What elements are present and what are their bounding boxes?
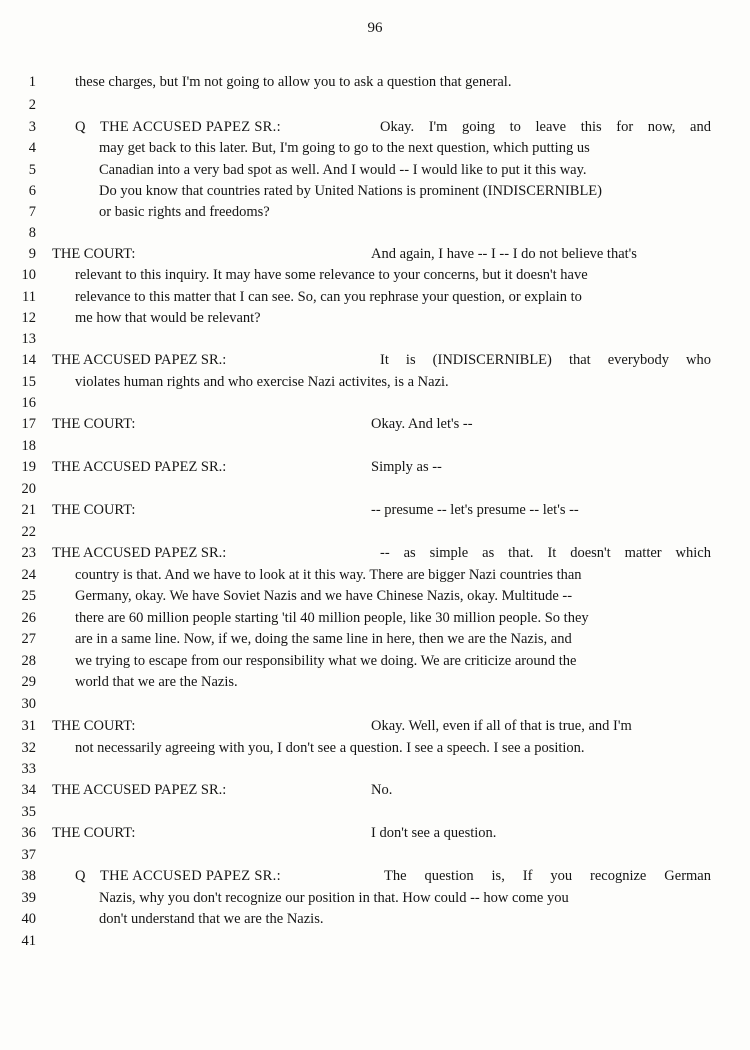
line-number: 3 xyxy=(28,119,36,135)
transcript-line: Germany, okay. We have Soviet Nazis and we have Chinese Nazis, okay. Multitude -- xyxy=(75,588,573,604)
line-number: 41 xyxy=(21,933,36,949)
word: who xyxy=(686,352,711,368)
line-number: 10 xyxy=(21,267,36,283)
line-number: 37 xyxy=(21,847,36,863)
word: -- xyxy=(380,545,390,561)
line-number: 18 xyxy=(21,438,36,454)
transcript-line xyxy=(384,866,711,887)
word: you xyxy=(550,868,573,884)
word: for xyxy=(616,119,634,135)
line-number: 14 xyxy=(21,352,36,368)
word: as xyxy=(482,545,495,561)
transcript-line: No. xyxy=(371,782,393,798)
speaker-label: THE ACCUSED PAPEZ SR.: xyxy=(100,119,281,135)
line-number: 34 xyxy=(21,782,36,798)
transcript-line: we trying to escape from our responsibility what we doing. We are criticize around the xyxy=(75,653,577,669)
transcript-line: I don't see a question. xyxy=(371,825,497,841)
line-number: 32 xyxy=(21,740,36,756)
line-number: 17 xyxy=(21,416,36,432)
word: and xyxy=(690,119,711,135)
transcript-line: not necessarily agreeing with you, I don't see a question. I see a speech. I see a position. xyxy=(75,740,585,756)
line-number: 25 xyxy=(21,588,36,604)
transcript-line: And again, I have -- I -- I do not believe that's xyxy=(371,246,637,262)
line-number: 1 xyxy=(28,74,36,90)
speaker-label: THE ACCUSED PAPEZ SR.: xyxy=(100,868,281,884)
question-marker: Q xyxy=(75,868,86,884)
transcript-line: Simply as -- xyxy=(371,459,442,475)
word: everybody xyxy=(607,352,669,368)
line-number: 5 xyxy=(28,162,36,178)
line-number: 27 xyxy=(21,631,36,647)
line-number: 15 xyxy=(21,374,36,390)
transcript-line xyxy=(380,117,711,138)
line-number: 36 xyxy=(21,825,36,841)
line-number: 39 xyxy=(21,890,36,906)
word: Okay. xyxy=(380,119,415,135)
transcript-line: Do you know that countries rated by United Nations is prominent (INDISCERNIBLE) xyxy=(99,183,602,199)
transcript-line: violates human rights and who exercise Nazi activites, is a Nazi. xyxy=(75,374,449,390)
transcript-line: -- presume -- let's presume -- let's -- xyxy=(371,502,579,518)
word: It xyxy=(547,545,557,561)
speaker-label: THE COURT: xyxy=(52,416,136,432)
line-number: 35 xyxy=(21,804,36,820)
transcript-line: are in a same line. Now, if we, doing the same line in here, then we are the Nazis, and xyxy=(75,631,572,647)
word: matter xyxy=(624,545,662,561)
line-number: 8 xyxy=(28,225,36,241)
transcript-line: don't understand that we are the Nazis. xyxy=(99,911,324,927)
word: question xyxy=(424,868,474,884)
word: I'm xyxy=(428,119,448,135)
line-number: 24 xyxy=(21,567,36,583)
line-number: 21 xyxy=(21,502,36,518)
line-number: 38 xyxy=(21,868,36,884)
word: which xyxy=(675,545,711,561)
line-number: 2 xyxy=(28,97,36,113)
transcript-line: me how that would be relevant? xyxy=(75,310,261,326)
speaker-label: THE ACCUSED PAPEZ SR.: xyxy=(52,545,227,561)
line-number: 6 xyxy=(28,183,36,199)
word: German xyxy=(664,868,711,884)
speaker-label: THE COURT: xyxy=(52,502,136,518)
word: (INDISCERNIBLE) xyxy=(432,352,552,368)
transcript-line xyxy=(380,543,711,564)
transcript-line: Canadian into a very bad spot as well. And I would -- I would like to put it this way. xyxy=(99,162,587,178)
line-number: 23 xyxy=(21,545,36,561)
word: now, xyxy=(647,119,676,135)
line-number: 11 xyxy=(22,289,36,305)
word: It xyxy=(380,352,389,368)
line-number: 13 xyxy=(21,331,36,347)
speaker-label: THE ACCUSED PAPEZ SR.: xyxy=(52,352,227,368)
word: to xyxy=(509,119,521,135)
transcript-line: these charges, but I'm not going to allow you to ask a question that general. xyxy=(75,74,512,90)
line-number: 29 xyxy=(21,674,36,690)
word: that. xyxy=(508,545,534,561)
word: doesn't xyxy=(570,545,611,561)
word: recognize xyxy=(590,868,647,884)
transcript-line xyxy=(380,350,711,371)
transcript-line: relevant to this inquiry. It may have some relevance to your concerns, but it doesn't have xyxy=(75,267,588,283)
line-number: 30 xyxy=(21,696,36,712)
speaker-label: THE COURT: xyxy=(52,246,136,262)
speaker-label: THE ACCUSED PAPEZ SR.: xyxy=(52,459,227,475)
transcript-line: may get back to this later. But, I'm going to go to the next question, which putting us xyxy=(99,140,590,156)
transcript-line: or basic rights and freedoms? xyxy=(99,204,270,220)
word: is xyxy=(405,352,416,368)
transcript-line: Okay. Well, even if all of that is true, and I'm xyxy=(371,718,632,734)
transcript-line: Nazis, why you don't recognize our position in that. How could -- how come you xyxy=(99,890,569,906)
line-number: 19 xyxy=(21,459,36,475)
transcript-line: country is that. And we have to look at it this way. There are bigger Nazi countries than xyxy=(75,567,582,583)
speaker-label: THE ACCUSED PAPEZ SR.: xyxy=(52,782,227,798)
word: is, xyxy=(491,868,505,884)
speaker-label: THE COURT: xyxy=(52,718,136,734)
line-number: 16 xyxy=(21,395,36,411)
line-number: 20 xyxy=(21,481,36,497)
word: The xyxy=(384,868,407,884)
transcript-line: Okay. And let's -- xyxy=(371,416,473,432)
line-number: 33 xyxy=(21,761,36,777)
transcript-line: relevance to this matter that I can see. So, can you rephrase your question, or explain to xyxy=(75,289,582,305)
word: leave xyxy=(535,119,567,135)
word: If xyxy=(522,868,533,884)
word: going xyxy=(462,119,496,135)
transcript-line: there are 60 million people starting 'til 40 million people, like 30 million people. So they xyxy=(75,610,589,626)
line-number: 4 xyxy=(28,140,36,156)
transcript-line: world that we are the Nazis. xyxy=(75,674,238,690)
line-number: 28 xyxy=(21,653,36,669)
line-number: 40 xyxy=(21,911,36,927)
line-number: 12 xyxy=(21,310,36,326)
word: that xyxy=(568,352,591,368)
question-marker: Q xyxy=(75,119,86,135)
page-number: 96 xyxy=(367,20,383,36)
line-number: 7 xyxy=(28,204,36,220)
speaker-label: THE COURT: xyxy=(52,825,136,841)
line-number: 31 xyxy=(21,718,36,734)
line-number: 26 xyxy=(21,610,36,626)
word: as xyxy=(403,545,416,561)
line-number: 9 xyxy=(28,246,36,262)
word: simple xyxy=(429,545,469,561)
line-number: 22 xyxy=(21,524,36,540)
word: this xyxy=(580,119,602,135)
